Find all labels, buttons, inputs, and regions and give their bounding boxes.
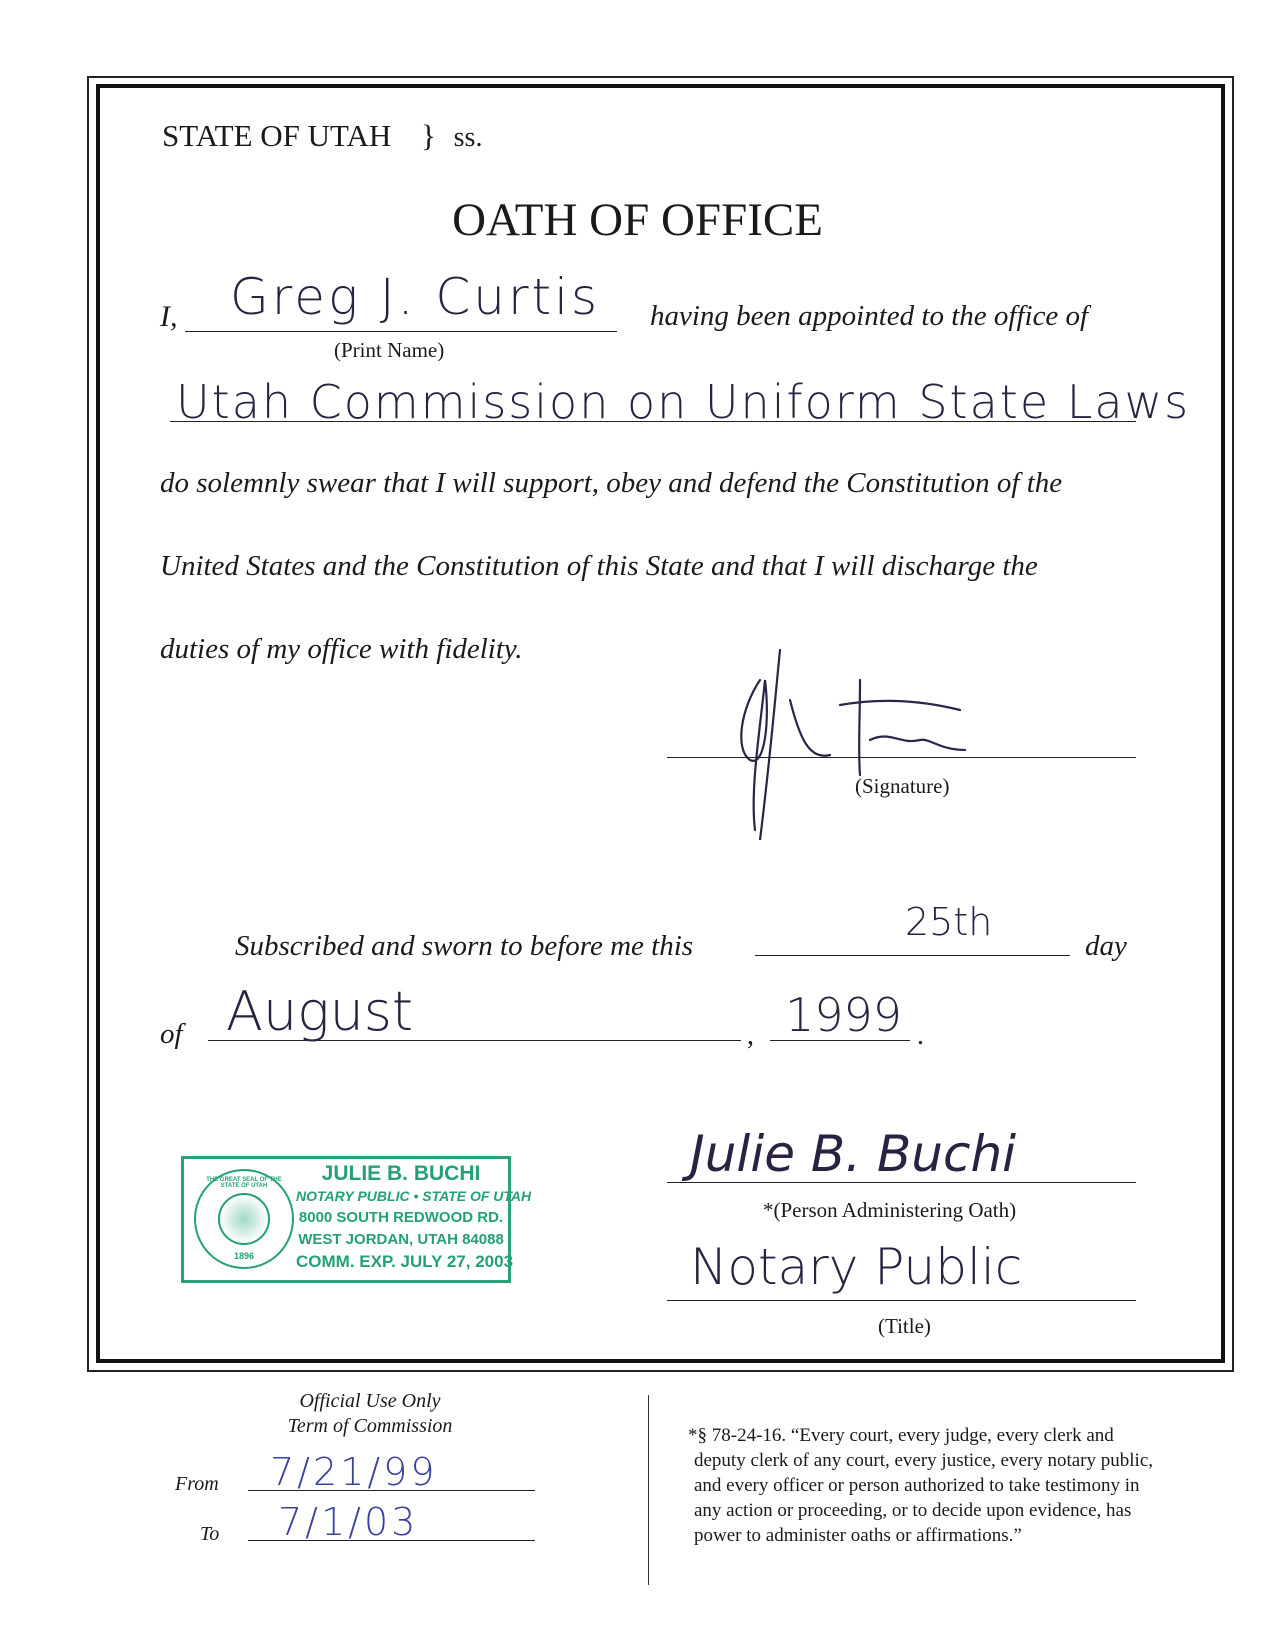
seal-year: 1896: [233, 1251, 255, 1261]
administrator-line: [667, 1182, 1136, 1183]
state-seal-icon: [194, 1169, 294, 1269]
sworn-text: Subscribed and sworn to before me this: [235, 930, 694, 962]
administrator-signature: Julie B. Buchi: [690, 1125, 1017, 1183]
from-line: [248, 1490, 535, 1491]
stamp-role: NOTARY PUBLIC • STATE OF UTAH: [296, 1188, 532, 1204]
term-heading: Term of Commission: [287, 1415, 453, 1437]
oath-line-3: duties of my office with fidelity.: [160, 633, 523, 665]
signature-scribble: [720, 640, 1010, 840]
ss-abbrev: ss.: [453, 122, 483, 153]
notary-stamp: [181, 1156, 532, 1283]
date-comma: ,: [747, 1020, 754, 1051]
day-word: day: [1085, 930, 1127, 962]
to-label: To: [200, 1523, 220, 1545]
signature-caption: (Signature): [855, 774, 950, 798]
administrator-caption: *(Person Administering Oath): [763, 1198, 1017, 1222]
stamp-expiry: COMM. EXP. JULY 27, 2003: [296, 1252, 514, 1271]
handwritten-day: 25th: [905, 900, 993, 944]
from-value: 7/21/99: [270, 1450, 438, 1494]
oath-line-1: do solemnly swear that I will support, obey and defend the Constitution of the: [160, 467, 1063, 499]
stamp-address-2: WEST JORDAN, UTAH 84088: [298, 1231, 504, 1248]
print-name-caption: (Print Name): [334, 338, 445, 362]
document-title: OATH OF OFFICE: [452, 194, 823, 246]
state-heading: [162, 118, 482, 154]
official-use-heading: Official Use Only: [299, 1390, 441, 1412]
handwritten-name: Greg J. Curtis: [230, 268, 601, 326]
handwritten-office: Utah Commission on Uniform State Laws: [176, 375, 1191, 429]
to-line: [248, 1540, 535, 1541]
signature-line: [667, 757, 1136, 758]
from-label: From: [175, 1473, 219, 1495]
name-line: [185, 331, 617, 332]
appointed-text: having been appointed to the office of: [650, 300, 1089, 332]
title-line: [667, 1300, 1136, 1301]
office-line: [170, 421, 1136, 422]
handwritten-month: August: [226, 980, 414, 1043]
seal-text: THE GREAT SEAL OF THE STATE OF UTAH: [206, 1177, 282, 1189]
oath-line-2: United States and the Constitution of this State and that I will discharge the: [160, 550, 1038, 582]
state-name: STATE OF UTAH: [162, 118, 392, 153]
of-word: of: [160, 1018, 183, 1050]
footer-divider: [648, 1395, 649, 1585]
title-caption: (Title): [878, 1314, 931, 1338]
stamp-name: JULIE B. BUCHI: [321, 1162, 481, 1185]
brace: }: [421, 118, 436, 153]
handwritten-title: Notary Public: [690, 1238, 1023, 1296]
footnote-line-1: *§ 78-24-16. “Every court, every judge, every clerk and: [688, 1425, 1114, 1446]
date-period: .: [917, 1020, 924, 1051]
handwritten-year: 1999: [785, 988, 903, 1042]
to-value: 7/1/03: [278, 1500, 419, 1544]
stamp-address-1: 8000 SOUTH REDWOOD RD.: [298, 1209, 504, 1226]
footnote-line-3: and every officer or person authorized to take testimony in: [694, 1475, 1140, 1496]
footnote-line-5: power to administer oaths or affirmations.”: [694, 1525, 1022, 1546]
statute-footnote: [688, 1423, 1153, 1548]
footnote-line-2: deputy clerk of any court, every justice, every notary public,: [694, 1450, 1153, 1471]
footnote-line-4: any action or proceeding, or to decide upon evidence, has: [694, 1500, 1132, 1521]
name-prefix: I,: [160, 300, 178, 333]
day-line: [755, 955, 1070, 956]
